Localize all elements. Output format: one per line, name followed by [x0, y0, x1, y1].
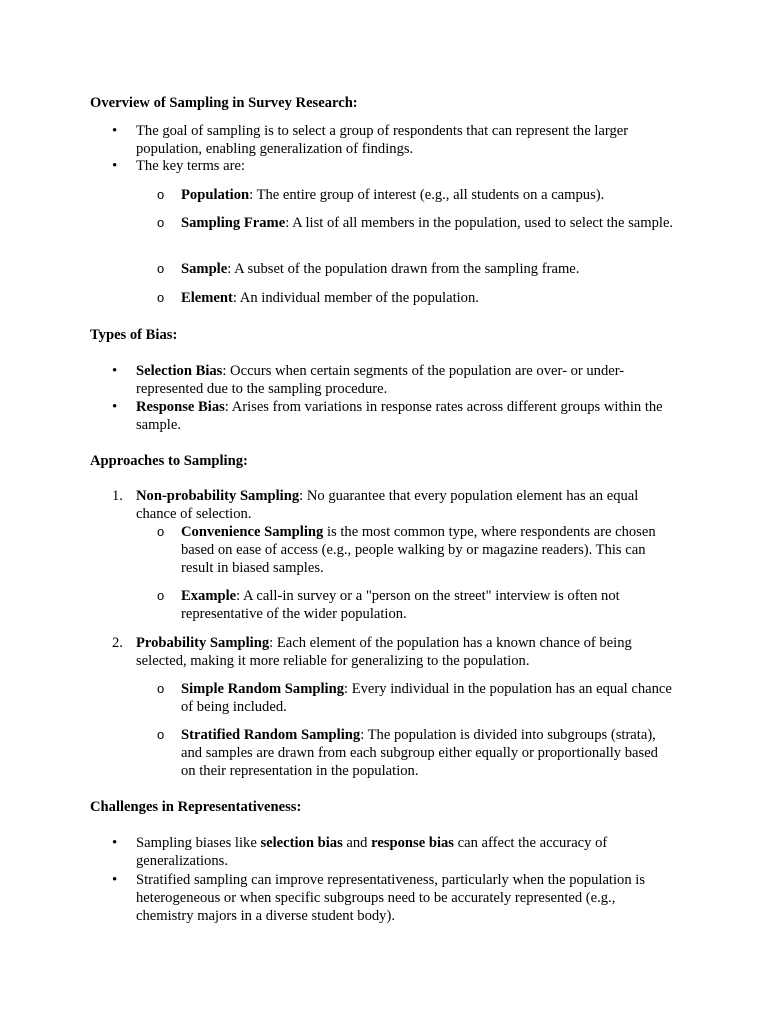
section-heading-overview: Overview of Sampling in Survey Research: [90, 95, 358, 111]
term-description: : No guarantee that every population element has an equal chance of selection. [136, 488, 639, 522]
term-response-bias: Response Bias [136, 399, 225, 415]
term-convenience: Convenience Sampling [181, 524, 324, 540]
section-heading-approaches: Approaches to Sampling: [90, 453, 248, 469]
list-item [157, 523, 676, 577]
bullet-marker: • [112, 363, 118, 379]
circle-marker: o [157, 588, 165, 603]
term-sample: Sample [181, 261, 228, 277]
circle-marker: o [157, 524, 165, 539]
list-item [157, 726, 676, 780]
list-item [157, 186, 676, 204]
term-description: : The population is divided into subgroups (strata), and samples are drawn from each subgroup either equally or proportionally based on their representation in the population. [181, 727, 658, 779]
text-run: can affect the accuracy of generalizations. [136, 835, 608, 869]
number-marker: 2. [112, 635, 123, 651]
term-description: : Occurs when certain segments of the population are over- or under-represented due to the sampling procedure. [136, 363, 625, 397]
list-item-text: The key terms are: [136, 158, 245, 174]
bullet-marker: • [112, 872, 118, 888]
term-non-probability: Non-probability Sampling [136, 488, 300, 504]
bullet-marker: • [112, 399, 118, 415]
list-item [157, 680, 676, 716]
list-item [112, 122, 676, 158]
term-stratified-random: Stratified Random Sampling [181, 727, 361, 743]
list-item [157, 587, 676, 623]
numbered-item [112, 487, 676, 523]
list-item [157, 289, 676, 307]
list-item [112, 362, 676, 398]
term-description: : An individual member of the population. [232, 290, 479, 306]
list-item [157, 214, 676, 232]
circle-marker: o [157, 290, 165, 305]
circle-marker: o [157, 187, 165, 202]
circle-marker: o [157, 261, 165, 276]
term-description: : Each element of the population has a known chance of being selected, making it more reliable for generalizing to the population. [136, 635, 632, 669]
term-simple-random: Simple Random Sampling [181, 681, 345, 697]
list-item [112, 871, 676, 925]
circle-marker: o [157, 681, 165, 696]
term-selection-bias-inline: selection bias [260, 835, 343, 851]
numbered-item [112, 634, 676, 670]
number-marker: 1. [112, 488, 123, 504]
term-description: : The entire group of interest (e.g., all students on a campus). [249, 187, 605, 203]
list-item-text: Stratified sampling can improve representativeness, particularly when the population is heterogeneous or when specific subgroups need to be accurately represented (e.g., chemistry majors in a diverse student body). [136, 872, 646, 924]
circle-marker: o [157, 727, 165, 742]
term-population: Population [181, 187, 250, 203]
section-heading-bias: Types of Bias: [90, 327, 178, 343]
bullet-marker: • [112, 835, 118, 851]
term-example: Example [181, 588, 237, 604]
section-heading-challenges: Challenges in Representativeness: [90, 799, 302, 815]
term-description: : Arises from variations in response rates across different groups within the sample. [136, 399, 663, 433]
list-item-text: The goal of sampling is to select a group of respondents that can represent the larger population, enabling generalization of findings. [136, 123, 629, 157]
list-item [112, 398, 676, 434]
term-description: : A list of all members in the population, used to select the sample. [285, 215, 674, 231]
bullet-marker: • [112, 123, 118, 139]
term-selection-bias: Selection Bias [136, 363, 223, 379]
term-description: : Every individual in the population has an equal chance of being included. [181, 681, 672, 715]
bullet-marker: • [112, 158, 118, 174]
term-description: : A subset of the population drawn from the sampling frame. [227, 261, 580, 277]
term-response-bias-inline: response bias [371, 835, 454, 851]
term-sampling-frame: Sampling Frame [181, 215, 286, 231]
text-run: Sampling biases like [136, 835, 261, 851]
list-item [112, 157, 676, 175]
term-element: Element [181, 290, 233, 306]
text-run: and [342, 835, 372, 851]
circle-marker: o [157, 215, 165, 230]
term-probability: Probability Sampling [136, 635, 270, 651]
term-description: : A call-in survey or a "person on the street" interview is often not representative of the wider population. [181, 588, 620, 622]
list-item [157, 260, 676, 278]
term-description: is the most common type, where respondents are chosen based on ease of access (e.g., people walking by or magazine readers). This can result in biased samples. [181, 524, 656, 576]
list-item [112, 834, 676, 870]
